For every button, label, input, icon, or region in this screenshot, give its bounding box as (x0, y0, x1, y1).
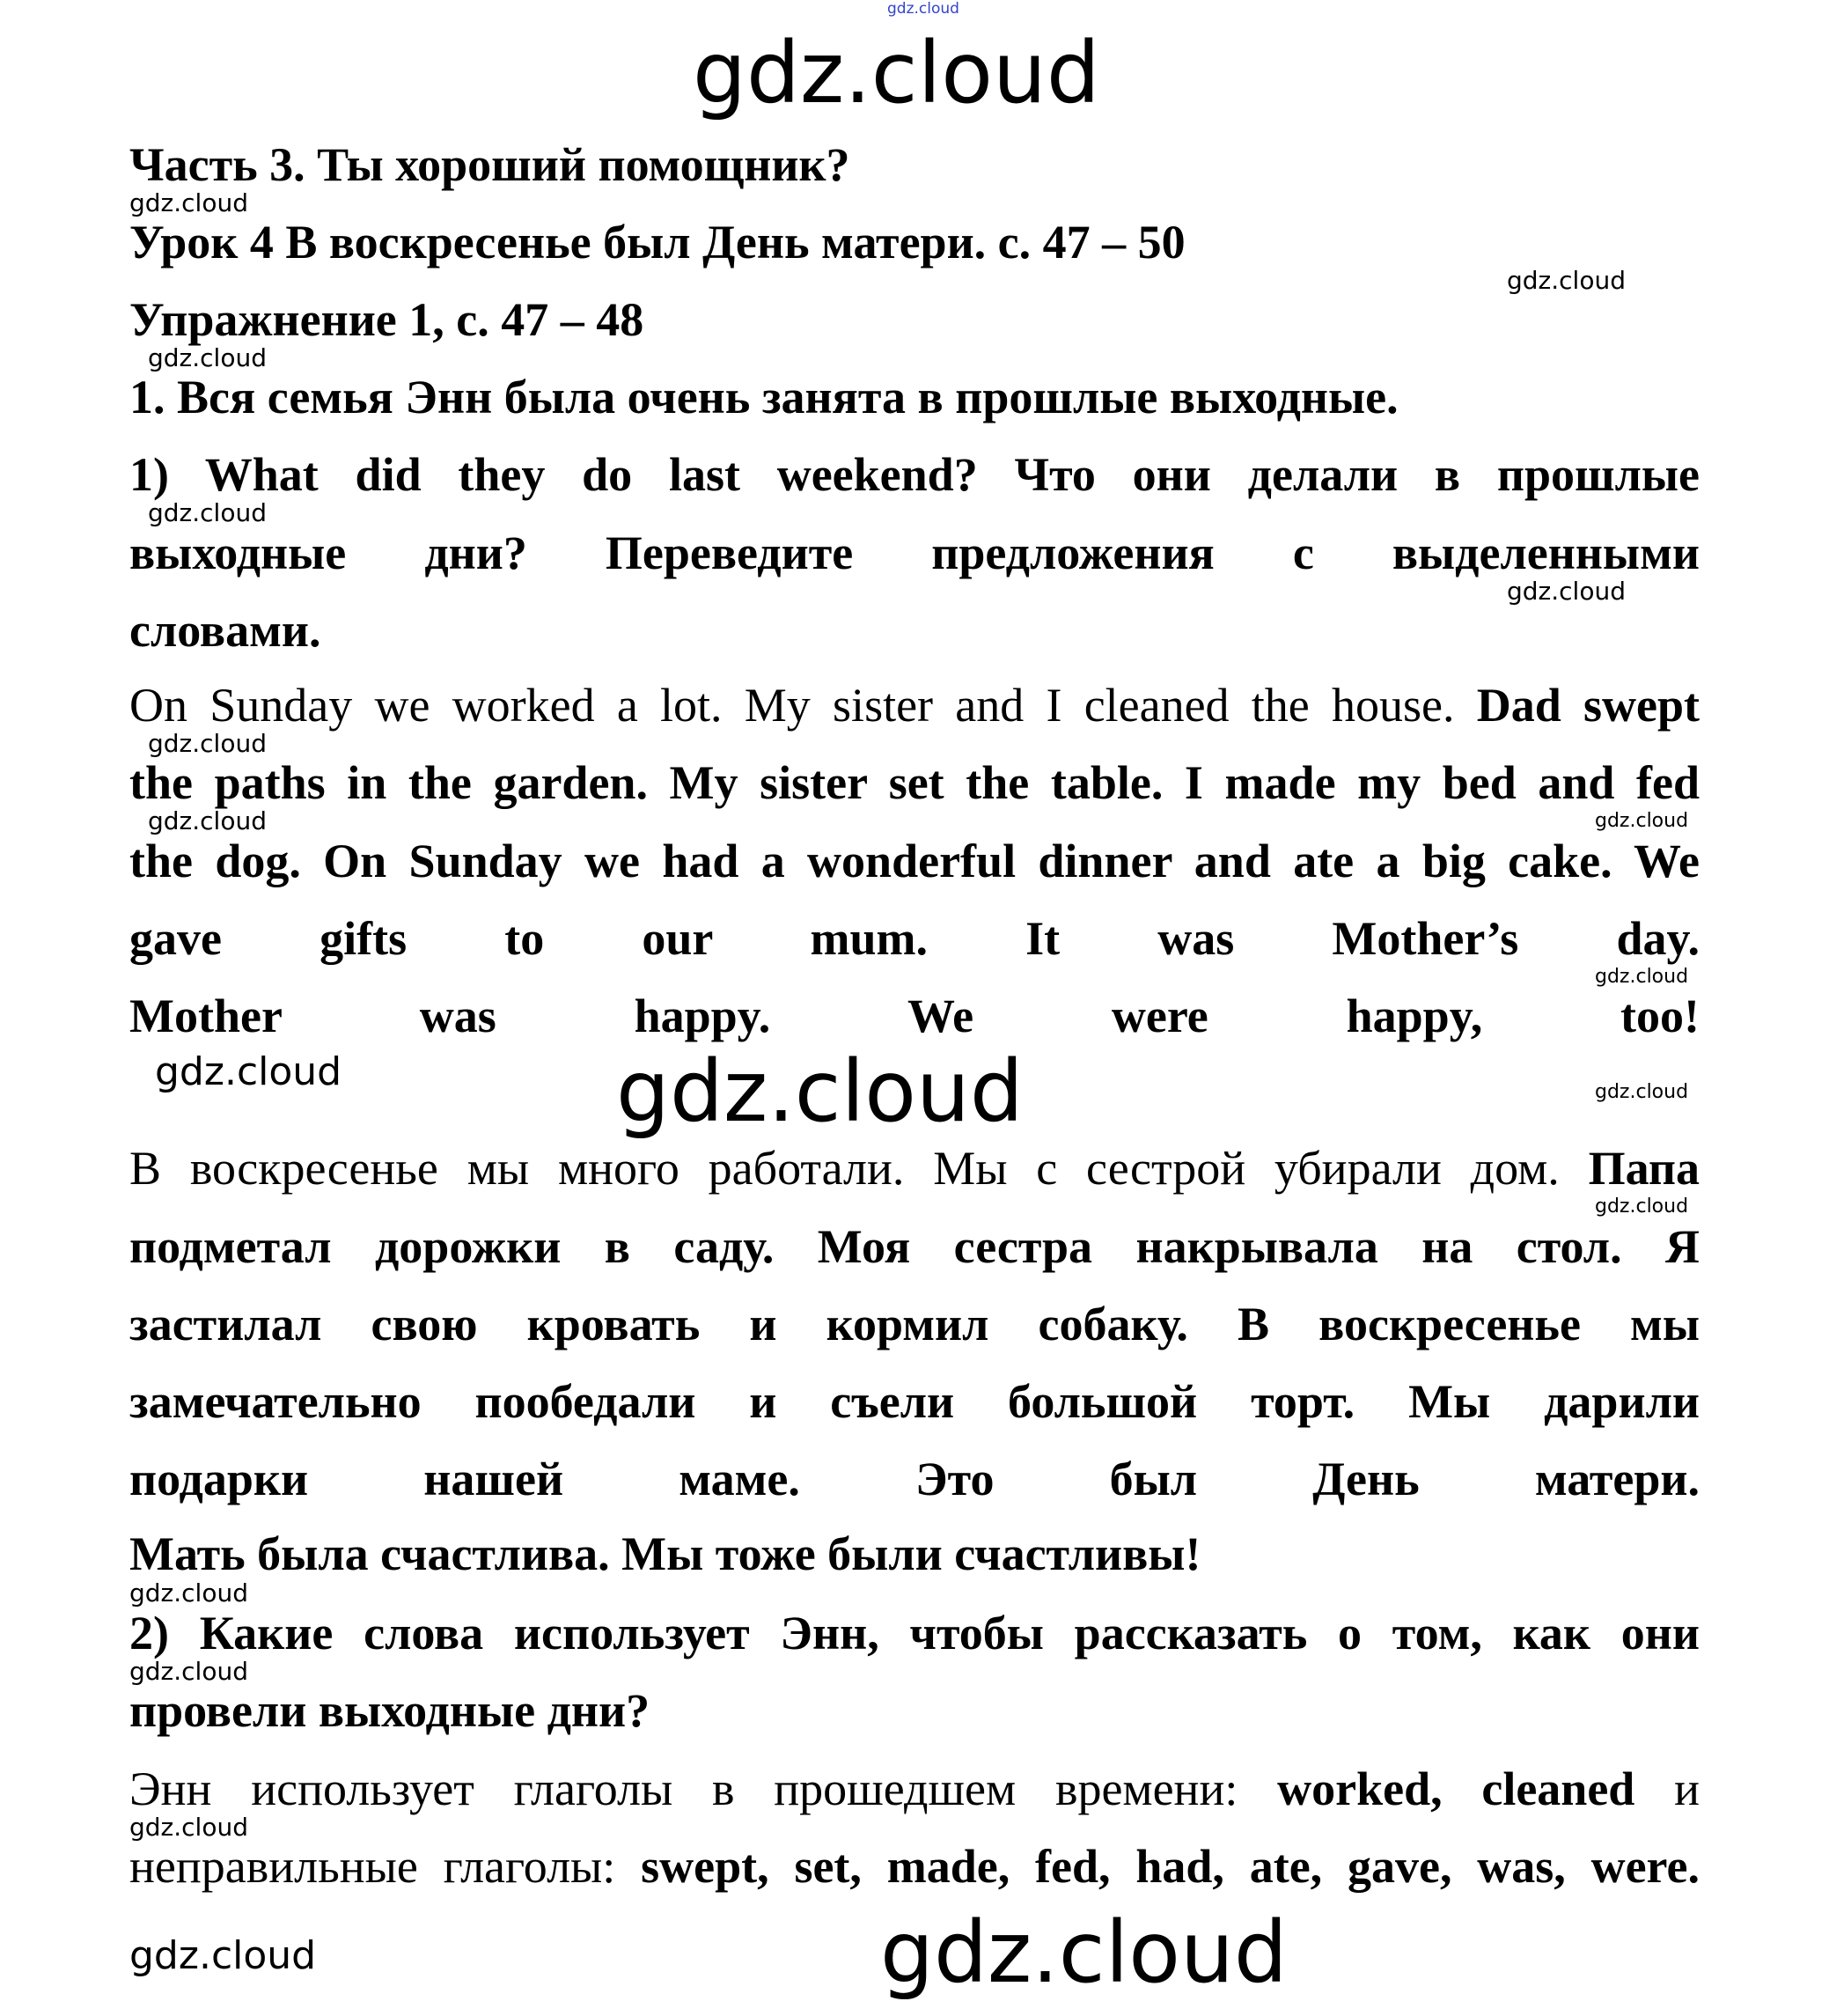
watermark: gdz.cloud (1507, 577, 1626, 606)
bold-text: Папа (1588, 1142, 1700, 1195)
watermark: gdz.cloud (129, 1657, 248, 1686)
text-line (129, 1764, 1700, 1814)
watermark: gdz.cloud (887, 0, 959, 18)
watermark: gdz.cloud (1595, 1081, 1689, 1103)
bold-text: Dad swept (1476, 679, 1700, 732)
text-line (129, 1608, 1700, 1658)
bold-text: Mother was happy. We were happy, too! (129, 990, 1700, 1042)
bold-text: swept, set, made, fed, had, ate, gave, was, were. (641, 1840, 1700, 1893)
watermark: gdz.cloud (129, 1933, 317, 1978)
watermark: gdz.cloud (129, 1813, 248, 1842)
bold-text: 2) Какие слова использует Энн, чтобы рассказать о том, как они (129, 1607, 1700, 1659)
bold-text: выходные дни? Переведите предложения с выделенными (129, 526, 1700, 579)
bold-text: Урок 4 В воскресенье был День матери. с. 47 – 50 (129, 216, 1186, 269)
watermark: gdz.cloud (880, 1903, 1288, 2002)
bold-text: Мать была счастлива. Мы тоже были счастливы! (129, 1527, 1201, 1580)
bold-text: the dog. On Sunday we had a wonderful dinner and ate a big cake. We (129, 835, 1700, 887)
watermark: gdz.cloud (1595, 966, 1689, 988)
heading-line (129, 140, 1700, 189)
regular-text: Энн использует глаголы в прошедшем времени: (129, 1762, 1278, 1815)
text-line (129, 1222, 1700, 1271)
watermark: gdz.cloud (1507, 266, 1626, 295)
regular-text: неправильные глаголы: (129, 1840, 642, 1893)
bold-text: Упражнение 1, с. 47 – 48 (129, 293, 644, 346)
text-line (129, 836, 1700, 886)
text-line (129, 758, 1700, 807)
text-line (129, 450, 1700, 499)
watermark: gdz.cloud (148, 343, 267, 372)
bold-text: подарки нашей маме. Это был День матери. (129, 1453, 1700, 1505)
heading-line (129, 295, 1700, 344)
text-line (129, 1144, 1700, 1193)
watermark: gdz.cloud (148, 729, 267, 758)
text-line (129, 1686, 1700, 1735)
watermark: gdz.cloud (129, 188, 248, 217)
text-line (129, 681, 1700, 730)
watermark: gdz.cloud (129, 1578, 248, 1608)
text-line (129, 1842, 1700, 1891)
regular-text: В воскресенье мы много работали. Мы с сестрой убирали дом. (129, 1142, 1589, 1195)
bold-text: Часть 3. Ты хороший помощник? (129, 138, 850, 191)
watermark: gdz.cloud (1595, 810, 1689, 832)
text-line (129, 991, 1700, 1041)
watermark: gdz.cloud (616, 1042, 1024, 1141)
text-line (129, 1454, 1700, 1504)
regular-text: и (1634, 1762, 1700, 1815)
bold-text: подметал дорожки в саду. Моя сестра накрывала на стол. Я (129, 1220, 1700, 1273)
text-line (129, 1299, 1700, 1349)
bold-text: провели выходные дни? (129, 1684, 650, 1737)
watermark: gdz.cloud (148, 806, 267, 835)
bold-text: замечательно пообедали и съели большой торт. Мы дарили (129, 1375, 1700, 1428)
watermark: gdz.cloud (155, 1049, 342, 1094)
text-line (129, 1529, 1700, 1578)
heading-line (129, 217, 1700, 267)
bold-text: worked, cleaned (1277, 1762, 1635, 1815)
text-line (129, 914, 1700, 963)
text-line (129, 1377, 1700, 1426)
bold-text: the paths in the garden. My sister set the table. I made my bed and fed (129, 756, 1700, 809)
watermark: gdz.cloud (148, 498, 267, 527)
regular-text: On Sunday we worked a lot. My sister and I cleaned the house. (129, 679, 1477, 732)
bold-text: словами. (129, 604, 321, 657)
bold-text: 1. Вся семья Энн была очень занята в прошлые выходные. (129, 371, 1399, 423)
bold-text: gave gifts to our mum. It was Mother’s day. (129, 912, 1700, 965)
bold-text: застилал свою кровать и кормил собаку. В воскресенье мы (129, 1298, 1700, 1350)
watermark: gdz.cloud (1595, 1196, 1689, 1218)
text-line (129, 528, 1700, 578)
text-line (129, 606, 1700, 655)
bold-text: 1) What did they do last weekend? Что они делали в прошлые (129, 448, 1700, 501)
watermark: gdz.cloud (693, 24, 1100, 122)
heading-line (129, 372, 1700, 422)
